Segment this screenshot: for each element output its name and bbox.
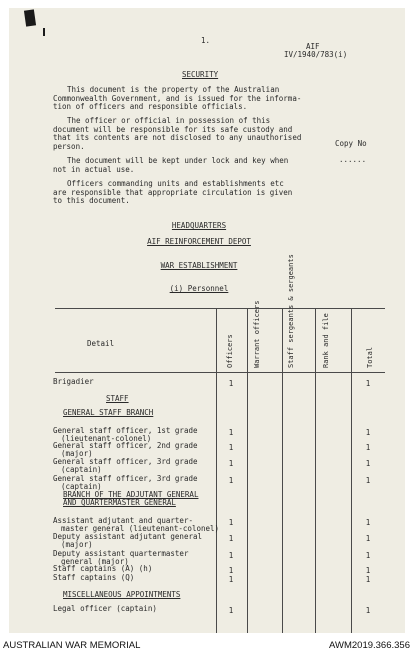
row-detail: (major) (61, 540, 93, 549)
security-paragraph-2-line: document will be responsible for its safe custody and (53, 124, 293, 134)
row-detail: (captain) (61, 482, 102, 491)
total-count: 1 (365, 476, 371, 485)
total-count: 1 (365, 443, 371, 452)
security-paragraph-2-line: person. (53, 141, 85, 151)
row-detail: (captain) (61, 465, 102, 474)
copy-no-value: ...... (339, 155, 367, 164)
column-header-rank-and-file: Rank and file (322, 313, 330, 368)
officers-count: 1 (228, 428, 234, 437)
page-number: 1. (201, 36, 211, 45)
security-paragraph-1-line: Commonwealth Government, and is issued for the informa- (53, 93, 302, 103)
total-count: 1 (365, 428, 371, 437)
security-paragraph-2-line: that its contents are not disclosed to any unauthorised (53, 133, 302, 143)
heading-personnel: (i) Personnel (169, 284, 229, 293)
row-detail: General staff officer, 3rd grade (53, 457, 198, 466)
security-paragraph-1-line: tion of officers and responsible officials. (53, 102, 248, 112)
heading-depot: AIF REINFORCEMENT DEPOT (147, 237, 251, 246)
copy-no-label: Copy No (335, 139, 367, 148)
staple-mark (24, 9, 36, 26)
security-paragraph-3-line: not in actual use. (53, 164, 135, 174)
reference-line-2: IV/1940/783(i) (284, 50, 348, 59)
section-heading: BRANCH OF THE ADJUTANT GENERAL (63, 490, 199, 499)
footer-accession-number: AWM2019.366.356 (329, 640, 410, 651)
total-count: 1 (365, 551, 371, 560)
total-count: 1 (365, 459, 371, 468)
heading-war-establishment: WAR ESTABLISHMENT (160, 261, 238, 270)
section-heading: MISCELLANEOUS APPOINTMENTS (63, 590, 181, 599)
heading-headquarters: HEADQUARTERS (171, 221, 227, 230)
row-detail: General staff officer, 3rd grade (53, 474, 198, 483)
officers-count: 1 (228, 606, 234, 615)
column-header-total: Total (366, 346, 374, 368)
officers-count: 1 (228, 518, 234, 527)
footer-bar (0, 636, 413, 653)
security-paragraph-3-line: The document will be kept under lock and key when (67, 156, 289, 165)
section-heading: STAFF (106, 394, 129, 403)
security-paragraph-2-line: The officer or official in possession of this (67, 116, 271, 125)
total-count: 1 (365, 566, 371, 575)
footer-source: AUSTRALIAN WAR MEMORIAL (3, 640, 141, 651)
officers-count: 1 (228, 534, 234, 543)
row-detail: Deputy assistant quartermaster (53, 549, 189, 558)
column-header-sergeants: Staff sergeants & sergeants (287, 254, 295, 368)
column-header-detail: Detail (87, 339, 115, 348)
row-detail: General staff officer, 1st grade (53, 426, 198, 435)
security-paragraph-4-line: are responsible that appropriate circulation is given (53, 187, 293, 197)
officers-count: 1 (228, 476, 234, 485)
officers-count: 1 (228, 551, 234, 560)
officers-count: 1 (228, 575, 234, 584)
document-page (9, 8, 405, 633)
row-detail: (major) (61, 449, 93, 458)
row-detail: (lieutenant-colonel) (61, 434, 152, 443)
reference-line-1: AIF (306, 42, 320, 51)
pin-mark (43, 28, 45, 36)
total-count: 1 (365, 606, 371, 615)
row-detail: general (major) (61, 557, 129, 566)
officers-count: 1 (228, 443, 234, 452)
row-detail: Deputy assistant adjutant general (53, 532, 203, 541)
row-detail: Legal officer (captain) (53, 604, 157, 613)
row-detail: Staff captains (A) (h) (53, 564, 153, 573)
section-heading: AND QUARTERMASTER GENERAL (63, 498, 176, 507)
column-header-warrant-officers: Warrant officers (253, 300, 261, 368)
row-detail: General staff officer, 2nd grade (53, 441, 198, 450)
total-count: 1 (365, 534, 371, 543)
row-detail: Staff captains (Q) (53, 573, 135, 582)
total-count: 1 (365, 575, 371, 584)
security-paragraph-4-line: Officers commanding units and establishments etc (67, 179, 284, 188)
section-heading: GENERAL STAFF BRANCH (63, 408, 154, 417)
row-detail: master general (lieutenant-colonel) (61, 524, 220, 533)
row-detail: Assistant adjutant and quarter- (53, 516, 193, 525)
security-paragraph-1-line: This document is the property of the Australian (67, 85, 280, 94)
row-detail: Brigadier (53, 377, 94, 386)
officers-count: 1 (228, 566, 234, 575)
total-count: 1 (365, 518, 371, 527)
officers-count: 1 (228, 379, 234, 388)
column-header-officers: Officers (226, 334, 234, 368)
security-paragraph-4-line: to this document. (53, 196, 130, 206)
officers-count: 1 (228, 459, 234, 468)
total-count: 1 (365, 379, 371, 388)
security-heading: SECURITY (182, 70, 219, 79)
